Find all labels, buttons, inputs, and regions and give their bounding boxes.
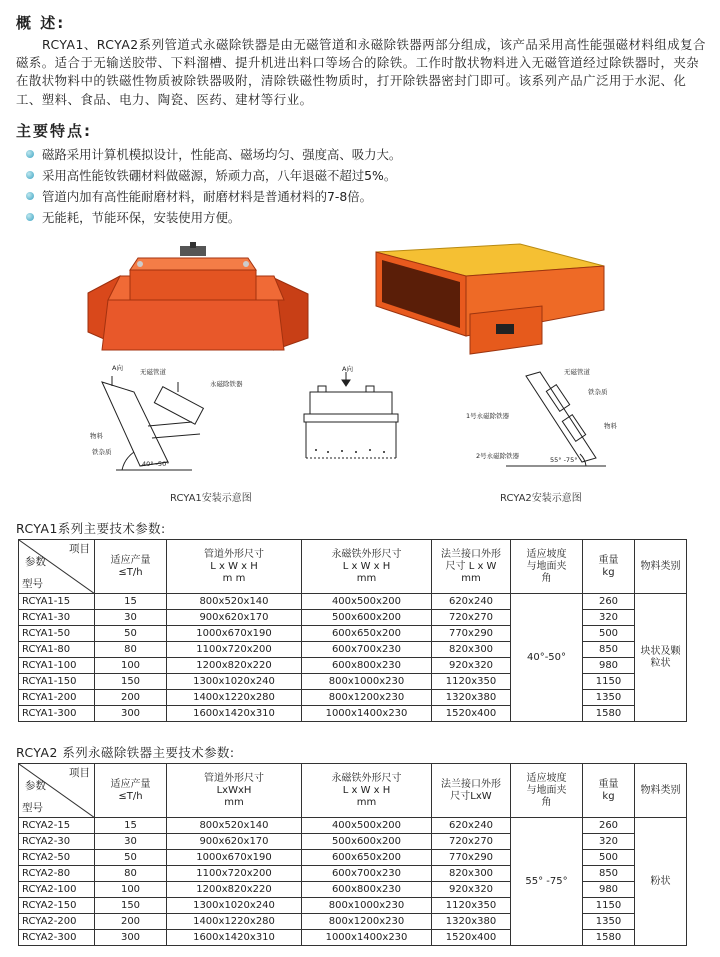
diagram1-magnet-label: 永磁除铁器 (210, 380, 243, 388)
table1-header-flange: 法兰接口外形 尺寸 L x W mm (432, 540, 511, 594)
table-row: RCYA2-300 300 1600x1420x310 1000x1400x230 1520x400 1580 (19, 930, 687, 946)
feature-item: 磁路采用计算机模拟设计，性能高、磁场均匀、强度高、吸力大。 (26, 144, 401, 165)
rcya2-product-photo (370, 240, 610, 362)
features-heading: 主要特点: (16, 122, 92, 140)
overview-heading: 概 述: (16, 14, 66, 32)
table-row: RCYA1-15 15 800x520x140 400x500x200 620x240 40°-50° 260 块状及颗 粒状 (19, 594, 687, 610)
features-list (26, 144, 401, 228)
table-row: RCYA2-30 30 900x620x170 500x600x200 720x270 320 (19, 834, 687, 850)
table1-corner-mid: 参数 (25, 556, 46, 568)
diagram1-iron-label: 铁杂质 (92, 448, 112, 456)
rcya2-install-diagram (446, 362, 646, 474)
table2-slope-cell: 55° -75° (511, 818, 583, 946)
table2-material-cell: 粉状 (635, 818, 687, 946)
diagram1-angle-label: 40° -50° (142, 460, 170, 468)
diagram1-caption: RCYA1安装示意图 (170, 493, 252, 504)
table1-header-capacity: 适应产量 ≤T/h (95, 540, 167, 594)
table2-spec-table (18, 763, 687, 946)
table1-header-outer: 管道外形尺寸 L x W x H m m (167, 540, 302, 594)
table-row: RCYA2-15 15 800x520x140 400x500x200 620x240 55° -75° 260 粉状 (19, 818, 687, 834)
table2-corner-cell (19, 764, 95, 818)
table1-header-weight: 重量 kg (583, 540, 635, 594)
table-row: RCYA2-150 150 1300x1020x240 800x1000x230 1120x350 1150 (19, 898, 687, 914)
diagram3-pipe-label: 无磁管道 (564, 368, 590, 376)
diagram2-arrow-label: A向 (342, 365, 353, 373)
table-row: RCYA2-50 50 1000x670x190 600x650x200 770x290 500 (19, 850, 687, 866)
table2-header-magnet: 永磁铁外形尺寸 L x W x H mm (302, 764, 432, 818)
bullet-icon (26, 171, 34, 179)
table-row: RCYA1-200 200 1400x1220x280 800x1200x230 1320x380 1350 (19, 690, 687, 706)
bullet-icon (26, 150, 34, 158)
diagram3-angle-label: 55° -75° (550, 456, 578, 464)
table-row: RCYA2-100 100 1200x820x220 600x800x230 920x320 980 (19, 882, 687, 898)
table1-material-cell: 块状及颗 粒状 (635, 594, 687, 722)
table2-corner-top: 项目 (69, 767, 90, 779)
diagram3-magnet2-label: 2号永磁除铁器 (476, 452, 520, 460)
table2-header-capacity: 适应产量 ≤T/h (95, 764, 167, 818)
table-row: RCYA1-100 100 1200x820x220 600x800x230 920x320 980 (19, 658, 687, 674)
rcya1-install-diagram (82, 362, 282, 474)
diagram3-magnet1-label: 1号永磁除铁器 (466, 412, 510, 420)
rcya2-front-diagram (296, 364, 406, 470)
table-row: RCYA2-80 80 1100x720x200 600x700x230 820x300 850 (19, 866, 687, 882)
diagram1-material-label: 物料 (90, 432, 103, 440)
diagram1-pipe-label: 无磁管道 (140, 368, 166, 376)
table2-header-outer: 管道外形尺寸 LxWxH mm (167, 764, 302, 818)
table1-spec-table (18, 539, 687, 722)
table1-corner-cell (19, 540, 95, 594)
table1-slope-cell: 40°-50° (511, 594, 583, 722)
diagram3-iron-label: 铁杂质 (588, 388, 608, 396)
table2-title: RCYA2 系列永磁除铁器主要技术参数: (16, 745, 235, 760)
table2-header-slope: 适应坡度 与地面夹 角 (511, 764, 583, 818)
table1-corner-top: 项目 (69, 543, 90, 555)
bullet-icon (26, 213, 34, 221)
table-row: RCYA1-300 300 1600x1420x310 1000x1400x230 1520x400 1580 (19, 706, 687, 722)
table2-corner-bottom: 型号 (22, 802, 43, 814)
diagram1-arrow-label: A向 (112, 364, 123, 372)
table-row: RCYA2-200 200 1400x1220x280 800x1200x230 1320x380 1350 (19, 914, 687, 930)
table2-corner-mid: 参数 (25, 780, 46, 792)
feature-item: 管道内加有高性能耐磨材料，耐磨材料是普通材料的7-8倍。 (26, 186, 401, 207)
table-row: RCYA1-80 80 1100x720x200 600x700x230 820x300 850 (19, 642, 687, 658)
table-row: RCYA1-50 50 1000x670x190 600x650x200 770x290 500 (19, 626, 687, 642)
rcya1-product-photo (78, 238, 318, 358)
table-row: RCYA1-150 150 1300x1020x240 800x1000x230 1120x350 1150 (19, 674, 687, 690)
diagram2-caption: RCYA2安装示意图 (500, 493, 582, 504)
feature-item: 采用高性能钕铁硼材料做磁源，矫顽力高，八年退磁不超过5%。 (26, 165, 401, 186)
diagram3-material-label: 物料 (604, 422, 617, 430)
table1-title: RCYA1系列主要技术参数: (16, 521, 166, 536)
table2-header-flange: 法兰接口外形 尺寸LxW (432, 764, 511, 818)
table2-header-material: 物料类别 (635, 764, 687, 818)
table1-header-material: 物料类别 (635, 540, 687, 594)
table1-header-slope: 适应坡度 与地面夹 角 (511, 540, 583, 594)
table2-header-weight: 重量 kg (583, 764, 635, 818)
table1-header-magnet: 永磁铁外形尺寸 L x W x H mm (302, 540, 432, 594)
bullet-icon (26, 192, 34, 200)
table1-corner-bottom: 型号 (22, 578, 43, 590)
overview-paragraph: RCYA1、RCYA2系列管道式永磁除铁器是由无磁管道和永磁除铁器两部分组成，该产品采用高性能强磁材料组成复合磁系。适合于无输送胶带、下料溜槽、提升机进出料口等场合的除铁。工作时散状物料进入无磁管道经过除铁器时，夹杂在散状物料中的铁磁性物质被除铁器吸附，清除铁磁性物质时，打开除铁器密封门即可。该系列产品广泛用于水泥、化工、塑料、食品、电力、陶瓷、医药、建材等行业。 (16, 37, 706, 107)
table-row: RCYA1-30 30 900x620x170 500x600x200 720x270 320 (19, 610, 687, 626)
feature-item: 无能耗，节能环保，安装使用方便。 (26, 207, 401, 228)
